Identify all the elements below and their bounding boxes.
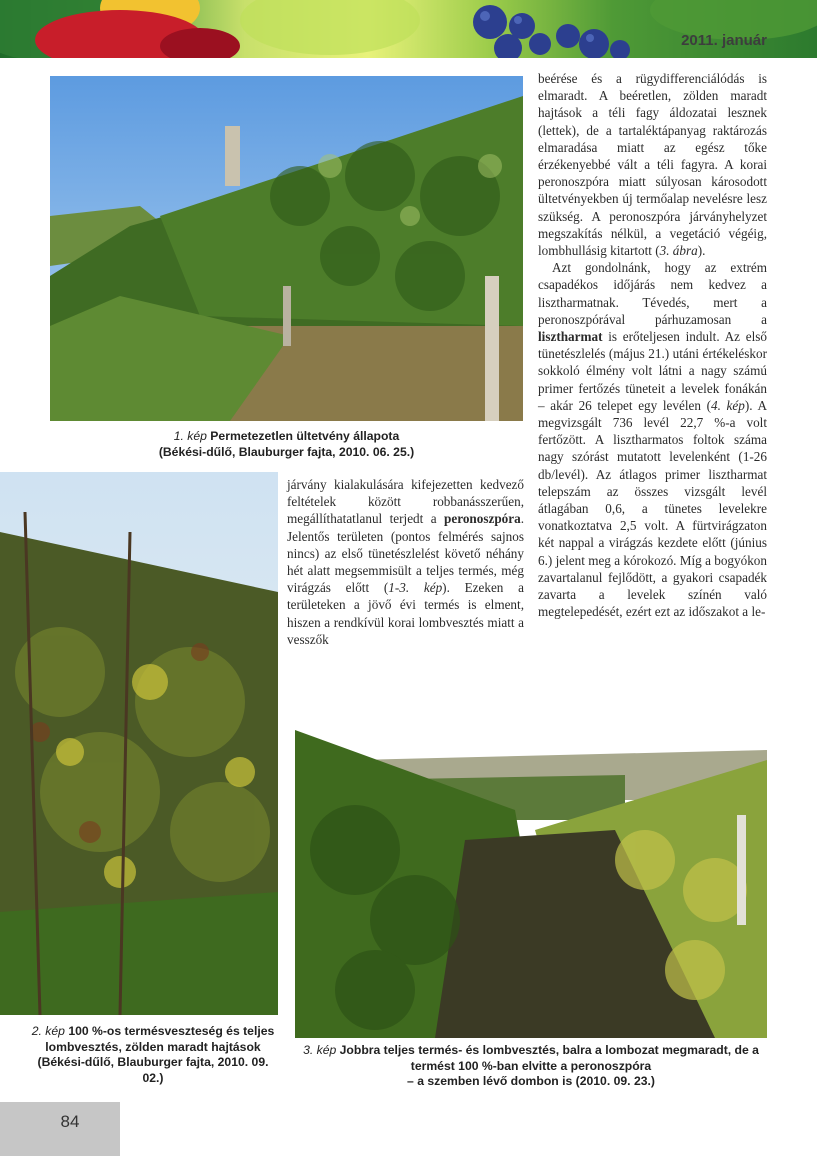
paragraph-bud-differentiation xyxy=(538,70,767,259)
text-run: ). A megvizsgált 736 levél 22,7 %-a volt fertőzött. A lisztharmatos foltok száma nagy szórást mutatott levelenként (1-26 db/levél). Az átlagos primer lisztharmat telepszám az összes vizsgált levél átlagában 0,6, a tünetes levelekre vonatkoztatva 2,5 volt. A fürtvirágzaton két nappal a virágzás kezdete előtt (június 6.) jelent meg a kórokozó. Míg a bogyókon zavartalanul fejlődött, a gyakori csapadék zavarta a levelek színén való megtelepedését, ezért ezt az időszakot a le- xyxy=(538,397,767,620)
figure-3-date-note: – a szemben lévő dombon is (2010. 09. 23.) xyxy=(407,1074,655,1088)
figure-3-text: Jobbra teljes termés- és lombvesztés, balra a lombozat megmaradt, de a termést 100 %-ban elvitte a peronoszpóra xyxy=(339,1043,759,1073)
photo-1-unsprayed-vineyard xyxy=(50,76,523,421)
text-run: . Jelentős területen (pontos felmérés sajnos nincs) az első tünetészlelést követő néhány hét alatt megsemmisült a teljes termés, még virágzás előtt ( xyxy=(287,511,524,596)
figure-2-text: 100 %-os termésveszteség és teljes lombvesztés, zölden maradt hajtások (Békési-dűlő, Blauburger fajta, 2010. 09. 02.) xyxy=(37,1024,275,1085)
figure-3-caption xyxy=(295,1043,767,1090)
figure-reference: 1-3. kép xyxy=(388,580,443,596)
figure-3-label: 3. kép xyxy=(303,1043,337,1057)
text-run: is erőteljesen indult. Az első tünetészlelés (május 21.) utáni értékeléskor sokkoló élmény volt látni a nagy számú primer fertőzés tüneteit a levelek fonákán – akár 26 telepet egy levélen ( xyxy=(538,329,767,413)
figure-1-caption xyxy=(50,429,523,460)
page-number: 84 xyxy=(60,1112,80,1131)
text-column-middle xyxy=(287,476,524,648)
figure-1-text: Permetezetlen ültetvény állapota xyxy=(210,429,400,443)
vineyard-photo-image xyxy=(0,472,278,1015)
header-banner xyxy=(0,0,817,58)
photo-3-hillside-vineyard xyxy=(295,690,767,1038)
figure-2-caption xyxy=(30,1024,276,1086)
text-run: járvány kialakulására kifejezetten kedvező feltételek között robbanásszerűen, megállíthatatlanul terjedt a xyxy=(287,477,524,527)
paragraph-peronospora-spread xyxy=(287,476,524,648)
vineyard-photo-image xyxy=(50,76,523,421)
grape-leaf-banner-art xyxy=(0,0,817,58)
term-peronospora: peronoszpóra xyxy=(444,511,521,527)
figure-1-source: (Békési-dűlő, Blauburger fajta, 2010. 06. 25.) xyxy=(158,444,415,459)
figure-1-label: 1. kép xyxy=(173,429,207,443)
figure-reference: 4. kép xyxy=(711,397,745,413)
issue-date: 2011. január xyxy=(681,32,767,49)
vineyard-photo-image xyxy=(295,690,767,1038)
paragraph-powdery-mildew xyxy=(538,259,767,620)
text-run: Azt gondolnánk, hogy az extrém csapadékos időjárás nem kedvez a lisztharmatnak. Tévedés, mert a peronoszpórával párhuzamosan a xyxy=(538,260,767,327)
photo-2-total-loss xyxy=(0,472,278,1015)
figure-2-label: 2. kép xyxy=(31,1024,65,1038)
text-column-right xyxy=(538,70,767,621)
figure-reference: 3. ábra xyxy=(659,243,698,259)
term-lisztharmat: lisztharmat xyxy=(538,329,603,345)
text-run: ). xyxy=(697,243,706,259)
text-run: ). Ezeken a területeken a jövő évi termés is elment, hiszen a rendkívül korai lombvesztés miatt a vesszők xyxy=(287,580,524,647)
text-run: beérése és a rügydifferenciálódás is elmaradt. A beéretlen, zölden maradt hajtások a téli fagy áldozatai lesznek (lettek), de a tartaléktápanyag raktározás elmaradása miatt az egész tőke érzékenyebbé vált a téli fagyra. A korai peronoszpóra miatt súlyosan károsodott ültetvényekben új termőalap nevelésre lesz szükség. A peronoszpóra járványhelyzet megszakítás nélkül, a vegetáció végéig, lombhullásig kitartott ( xyxy=(538,71,767,259)
